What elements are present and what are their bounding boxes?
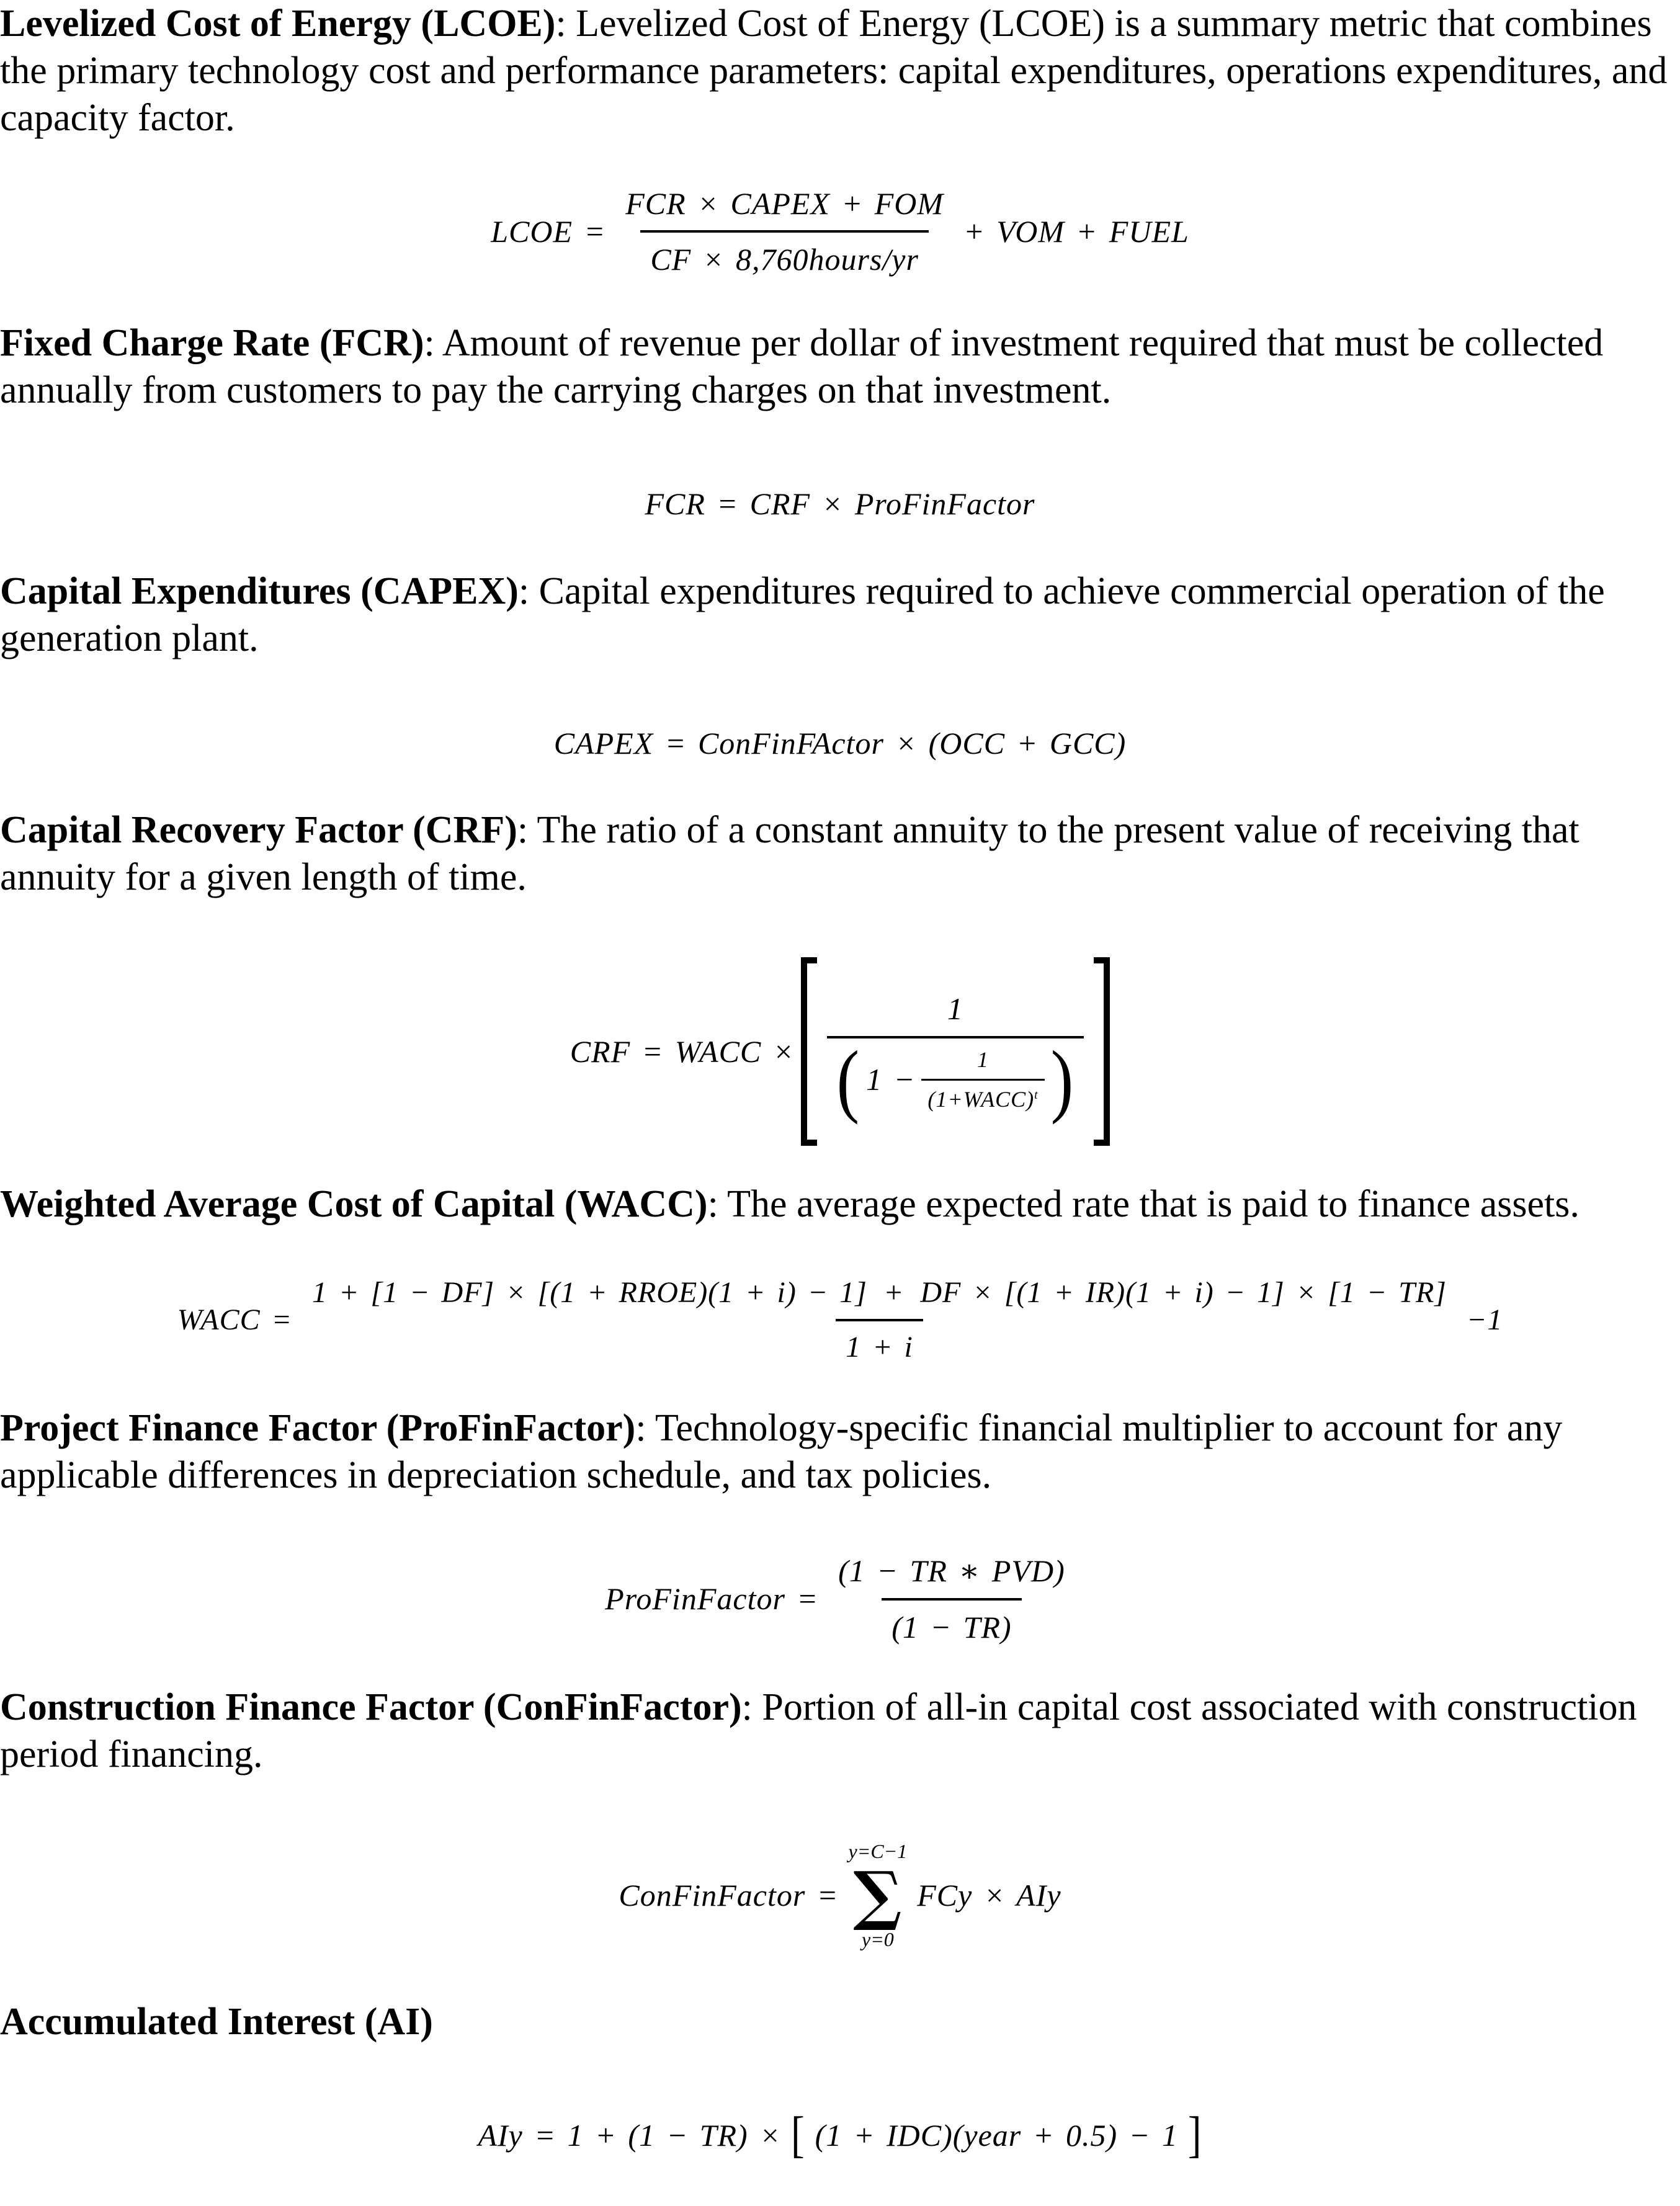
wacc-numerator-plus: + bbox=[883, 1276, 905, 1309]
term-fcr: Fixed Charge Rate (FCR) bbox=[0, 322, 424, 364]
term-capex: Capital Expenditures (CAPEX) bbox=[0, 570, 519, 612]
paragraph-wacc bbox=[0, 1181, 1680, 1228]
confinfactor-lhs: ConFinFactor = bbox=[619, 1877, 839, 1913]
equation-lcoe bbox=[0, 185, 1680, 278]
crf-inner-base: (1+WACC) bbox=[927, 1086, 1035, 1112]
wacc-numerator bbox=[302, 1274, 1457, 1319]
paragraph-capex bbox=[0, 568, 1680, 662]
sigma-icon: ∑ bbox=[853, 1856, 903, 1933]
term-separator: : bbox=[518, 570, 539, 612]
profinfactor-numerator: (1 − TR ∗ PVD) bbox=[838, 1553, 1065, 1588]
profinfactor-lhs: ProFinFactor = bbox=[605, 1581, 819, 1617]
right-square-bracket bbox=[1094, 957, 1110, 1146]
profinfactor-denominator: (1 − TR) bbox=[882, 1598, 1021, 1647]
equation-crf bbox=[0, 957, 1680, 1146]
term-confinfactor: Construction Finance Factor (ConFinFactor) bbox=[0, 1686, 742, 1728]
term-separator: : bbox=[741, 1686, 762, 1728]
definition-fcr: Amount of revenue per dollar of investment required that must be collected annually from customers to pay the carrying charges on that investment. bbox=[0, 322, 1604, 411]
capex-body: CAPEX = ConFinFActor × (OCC + GCC) bbox=[553, 725, 1127, 761]
paragraph-fcr bbox=[0, 319, 1680, 414]
right-square-bracket: ] bbox=[1187, 2107, 1202, 2163]
fcr-body: FCR = CRF × ProFinFactor bbox=[645, 486, 1035, 521]
lcoe-denominator: CF × 8,760hours/yr bbox=[640, 230, 929, 279]
definition-profinfactor: Technology-specific financial multiplier to account for any applicable differences in depreciation schedule, and tax policies. bbox=[0, 1407, 1563, 1496]
equation-fcr bbox=[0, 484, 1680, 524]
right-paren: ) bbox=[1050, 1034, 1075, 1125]
confinfactor-body: FCy × AIy bbox=[917, 1877, 1061, 1913]
crf-outer-fraction bbox=[827, 989, 1084, 1125]
wacc-fraction bbox=[302, 1274, 1457, 1366]
crf-inner-numerator: 1 bbox=[977, 1047, 990, 1072]
term-lcoe: Levelized Cost of Energy (LCOE) bbox=[0, 2, 556, 45]
ai-inner: (1 + IDC)(year + 0.5) − 1 bbox=[815, 2117, 1178, 2153]
term-ai: Accumulated Interest (AI) bbox=[0, 2001, 433, 2043]
crf-exponent: t bbox=[1034, 1087, 1039, 1102]
definition-confinfactor: Portion of all-in capital cost associated with construction period financing. bbox=[0, 1686, 1637, 1775]
lcoe-tail: + VOM + FUEL bbox=[963, 213, 1189, 249]
term-separator: : bbox=[635, 1407, 655, 1449]
summation bbox=[849, 1841, 908, 1950]
wacc-numerator-right: DF × [(1 + IR)(1 + i) − 1] × [1 − TR] bbox=[920, 1276, 1447, 1309]
left-paren: ( bbox=[836, 1034, 860, 1125]
lcoe-lhs: LCOE = bbox=[491, 213, 606, 249]
crf-inner-denominator bbox=[921, 1079, 1044, 1114]
equation-capex bbox=[0, 720, 1680, 767]
term-wacc: Weighted Average Cost of Capital (WACC) bbox=[0, 1183, 708, 1225]
paragraph-crf bbox=[0, 806, 1680, 901]
summation-lower-limit: y=0 bbox=[862, 1928, 894, 1951]
equation-confinfactor bbox=[0, 1837, 1680, 1954]
left-square-bracket: [ bbox=[790, 2107, 805, 2163]
crf-outer-denominator bbox=[827, 1034, 1084, 1125]
crf-inner-prefix: 1 − bbox=[866, 1062, 916, 1097]
lcoe-numerator: FCR × CAPEX + FOM bbox=[625, 185, 944, 221]
term-separator: : bbox=[424, 322, 442, 364]
definition-wacc: The average expected rate that is paid to finance assets. bbox=[727, 1183, 1579, 1225]
term-separator: : bbox=[517, 809, 537, 851]
term-crf: Capital Recovery Factor (CRF) bbox=[0, 809, 517, 851]
paragraph-confinfactor bbox=[0, 1684, 1680, 1778]
lcoe-fraction bbox=[615, 184, 954, 279]
ai-lhs: AIy = 1 + (1 − TR) × bbox=[478, 2117, 781, 2153]
crf-inner-fraction bbox=[921, 1046, 1044, 1114]
equation-wacc bbox=[0, 1270, 1680, 1370]
wacc-tail: −1 bbox=[1466, 1303, 1503, 1336]
wacc-numerator-left: 1 + [1 − DF] × [(1 + RROE)(1 + i) − 1] bbox=[312, 1276, 867, 1309]
crf-lhs: CRF = WACC × bbox=[570, 1034, 795, 1069]
definition-crf: The ratio of a constant annuity to the present value of receiving that annuity for a given length of time. bbox=[0, 809, 1579, 898]
equation-profinfactor bbox=[0, 1552, 1680, 1646]
summation-upper-limit: y=C−1 bbox=[848, 1839, 908, 1862]
paragraph-lcoe bbox=[0, 0, 1680, 141]
paragraph-ai bbox=[0, 1998, 1680, 2045]
wacc-denominator: 1 + i bbox=[836, 1319, 923, 1366]
profinfactor-fraction bbox=[828, 1552, 1075, 1646]
left-square-bracket bbox=[801, 957, 817, 1146]
term-profinfactor: Project Finance Factor (ProFinFactor) bbox=[0, 1407, 636, 1449]
definition-lcoe: Levelized Cost of Energy (LCOE) is a summary metric that combines the primary technology cost and performance parameters: capital expenditures, operations expenditures, and capacity factor. bbox=[0, 2, 1668, 139]
equation-ai bbox=[0, 2107, 1680, 2163]
term-separator: : bbox=[555, 2, 576, 45]
crf-outer-numerator: 1 bbox=[947, 991, 963, 1027]
term-separator: : bbox=[707, 1183, 728, 1225]
paragraph-profinfactor bbox=[0, 1404, 1680, 1499]
definition-capex: Capital expenditures required to achieve commercial operation of the generation plant. bbox=[0, 570, 1605, 659]
wacc-lhs: WACC = bbox=[177, 1303, 292, 1336]
